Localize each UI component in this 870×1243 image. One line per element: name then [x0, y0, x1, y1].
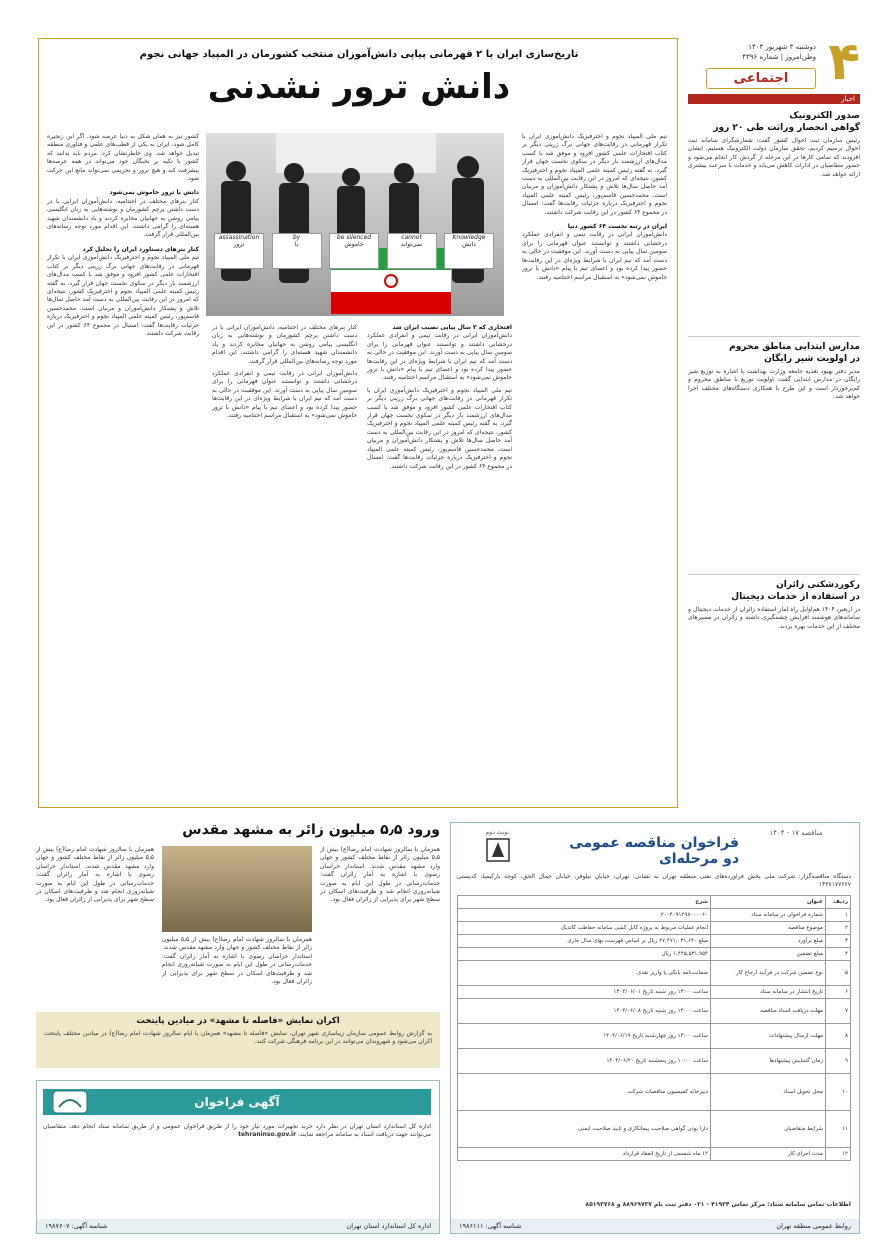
- standard-logo-icon: [51, 1089, 89, 1115]
- mashhad-body: همزمان با سالروز شهادت امام رضا(ع) بیش از ۵٫۵ میلیون زائر از نقاط مختلف کشور و جهان وارد مشهد مقدس شدند. استاندار خراسان رضوی با اشاره به آمار زائران گفت: خدمات‌رسانی در طول این ایام به صورت شبانه‌روزی انجام شد و ظرفیت‌های اسکان در سطح شهر برای پذیرایی از زائران فعال بود.: [36, 846, 154, 904]
- pilgrims-photo: [162, 846, 312, 932]
- date-line: دوشنبه ۳ شهریور ۱۴۰۴: [748, 43, 816, 51]
- table-row: ۲ موضوع مناقصه انجام عملیات مربوط به پروژه کابل کشی سامانه حفاظت کاتدیک: [458, 922, 851, 935]
- table-row: ۴ مبلغ تضمین ۱,۴۴۵,۵۳۱,۹۵۴ ریال: [458, 948, 851, 961]
- table-row: ۱ شماره فراخوان در سامانه ستاد ۲۰۰۴۰۹۱۲۹۸۰۰۰۰۶۰: [458, 909, 851, 922]
- feature-column-3: کنار بنرهای مختلف در اختتامیه، دانش‌آموزان ایرانی با در دست داشتن پرچم کشورمان و نوشته‌هایی به زبان انگلیسی پیامی روشن به جهانیان مخابره کردند و یاد دانشمندان شهید هسته‌ای را گرامی داشتند. این اقدام مورد توجه رسانه‌های بین‌المللی قرار گرفت. دانش‌آموزان ایرانی در رقابت تیمی و انفرادی عملکرد درخشانی داشتند و توانستند عنوان قهرمانی را برای سومین سال پیاپی به دست آورند. این موفقیت در حالی به دست آمد که تیم ایران با شرایط ویژه‌ای در این رقابت‌ها حضور پیدا کرده بود و اعضای تیم با پیام «دانش با ترور خاموش نمی‌شود» به استقبال مراسم اختتامیه رفتند.: [212, 324, 357, 420]
- table-row: ۵ نوع تضمین شرکت در فرآیند ارجاع کار ضمانت‌نامه بانکی یا واریز نقدی: [458, 961, 851, 986]
- protest-sign: by با: [272, 233, 322, 269]
- protest-sign: assassination ترور: [214, 233, 264, 269]
- oil-company-logo-icon: [481, 837, 515, 863]
- sidebar-item-title: رکوردشکنی زائران در استفاده از خدمات دیجیتال: [731, 580, 860, 602]
- tender-table: [457, 895, 851, 1161]
- feature-column-4: کشور نیز به همان شکل به دنیا عرضه شود. اگر این زنجیره کامل شود، ایران به یکی از قطب‌های علمی و فناوری منطقه تبدیل خواهد شد. وی خاطرنشان کرد: مردم باید بدانند که کشور با تکیه بر نخبگان خود می‌تواند در همه عرصه‌ها پیشرفت کند و هیچ ترور و تحریمی نمی‌تواند مانع این حرکت شود. دانش با ترور خاموش نمی‌شود کنار بنرهای مختلف در اختتامیه، دانش‌آموزان ایرانی با در دست داشتن پرچم کشورمان و نوشته‌هایی به زبان انگلیسی پیامی روشن به جهانیان مخابره کردند و یاد دانشمندان شهید هسته‌ای را گرامی داشتند. این اقدام مورد توجه رسانه‌های بین‌المللی قرار گرفت. کنار بنرهای دستاورد ایران را تحلیل کرد تیم ملی المپیاد نجوم و اخترفیزیک دانش‌آموزی ایران با تکرار قهرمانی در رقابت‌های جهانی برگ زرینی دیگر بر کتاب افتخارات علمی کشور افزود و موفق شد با کسب مدال‌های ارزشمند بار دیگر در سکوی نخست جهان قرار گیرد. به گفته رئیس کمیته علمی المپیاد نجوم و اخترفیزیک کشور، نتیجه‌ای که امروز در این رقابت بین‌المللی به دست آمد حاصل سال‌ها تلاش و پشتکار دانش‌آموزان و مربیان است. محمدحسین قاسم‌پور، رئیس کمیته علمی المپیاد نجوم و اخترفیزیک درباره جزئیات رقابت‌ها گفت: امسال در مجموع ۶۴ کشور در این رقابت شرکت داشتند.: [47, 133, 199, 337]
- paper-line: وطن‌امروز | شماره ۴۳۹۶: [742, 53, 816, 61]
- tender-footer-org: روابط عمومی منطقه تهران: [776, 1222, 851, 1230]
- feature-column-1: تیم ملی المپیاد نجوم و اخترفیزیک دانش‌آموزی ایران با تکرار قهرمانی در رقابت‌های جهانی برگ زرینی دیگر بر کتاب افتخارات علمی کشور افزود و موفق شد با کسب مدال‌های ارزشمند بار دیگر در سکوی نخست جهان قرار گیرد. به گفته رئیس کمیته علمی المپیاد نجوم و اخترفیزیک کشور، نتیجه‌ای که امروز در این رقابت بین‌المللی به دست آمد حاصل سال‌ها تلاش و پشتکار دانش‌آموزان و مربیان است. محمدحسین قاسم‌پور، رئیس کمیته علمی المپیاد نجوم و اخترفیزیک درباره جزئیات رقابت‌ها گفت: امسال در مجموع ۶۴ کشور در این رقابت شرکت داشتند. ایران در رتبه نخست ۶۴ کشور دنیا دانش‌آموزان ایرانی در رقابت تیمی و انفرادی عملکرد درخشانی داشتند و توانستند عنوان قهرمانی را برای سومین سال پیاپی به دست آورند. این موفقیت در حالی به دست آمد که تیم ایران با شرایط ویژه‌ای در این رقابت‌ها حضور پیدا کرده بود و اعضای تیم با پیام «دانش با ترور خاموش نمی‌شود» به استقبال مراسم اختتامیه رفتند.: [522, 133, 667, 281]
- tender-footer: اطلاعات تماس سامانه ستاد: مرکز تماس ۴۱۹۳۴ - ۰۲۱ دفتر ثبت نام ۸۸۹۶۹۷۳۷ و ۸۵۱۹۳۷۶۸: [585, 1201, 851, 1208]
- sidebar-item-body: رئیس سازمان ثبت احوال کشور گفت: شمارشگرای سامانه ثبت احوال ترسیم کردیم، تحقق سازمان دولت الکترونیک هستیم. ایشان افزودند که تمامی کارها در این مرحله از گردش کار انجام می‌شود و حضور متقاضیان در ادارات کاهش می‌یابد و خدمات با سرعت بیشتری ارائه خواهد شد.: [688, 137, 860, 178]
- protest-sign: cannot نمی‌تواند: [387, 233, 437, 269]
- tender-side-tag: نوبت دوم: [485, 829, 509, 836]
- tender-ad: [450, 822, 860, 1234]
- feature-subhead: دانش با ترور خاموش نمی‌شود: [109, 189, 199, 197]
- feature-subhead: کنار بنرهای دستاورد ایران را تحلیل کرد: [82, 245, 199, 253]
- notice-body: اداره کل استاندارد استان تهران در نظر دارد خرید تجهیزات مورد نیاز خود را از طریق فراخوان عمومی و از طریق سامانه ستاد انجام دهد. متقاضیان می‌توانند جهت دریافت اسناد به سامانه مراجعه نمایند. tehraninso.gov.ir: [43, 1123, 431, 1139]
- page-number: ۴: [828, 32, 860, 92]
- sidebar-item: [688, 336, 860, 566]
- sidebar-item-title: صدور الکترونیک گواهی انحصار وراثت طی ۲۰ روز: [713, 111, 860, 133]
- team-figures-icon: [206, 133, 504, 316]
- feature-column-2: افتخاری که ۳ سال پیاپی نصیب ایران شد دانش‌آموزان ایرانی در رقابت تیمی و انفرادی عملکرد درخشانی داشتند و توانستند عنوان قهرمانی را برای سومین سال پیاپی به دست آورند. این موفقیت در حالی به دست آمد که تیم ایران با شرایط ویژه‌ای در این رقابت‌ها حضور پیدا کرده بود و اعضای تیم با پیام «دانش با ترور خاموش نمی‌شود» به استقبال مراسم اختتامیه رفتند. تیم ملی المپیاد نجوم و اخترفیزیک دانش‌آموزی ایران با تکرار قهرمانی در رقابت‌های جهانی برگ زرینی دیگر بر کتاب افتخارات علمی کشور افزود و موفق شد با کسب مدال‌های ارزشمند بار دیگر در سکوی نخست جهان قرار گیرد. به گفته رئیس کمیته علمی المپیاد نجوم و اخترفیزیک کشور، نتیجه‌ای که امروز در این رقابت بین‌المللی به دست آمد حاصل سال‌ها تلاش و پشتکار دانش‌آموزان و مربیان است. محمدحسین قاسم‌پور، رئیس کمیته علمی المپیاد نجوم و اخترفیزیک درباره جزئیات رقابت‌ها گفت: امسال در مجموع ۶۴ کشور در این رقابت شرکت داشتند.: [367, 324, 512, 470]
- table-row: ۱۱ شرایط متقاضیان دارا بودن گواهی صلاحیت پیمانکاری و تایید صلاحیت ایمنی: [458, 1111, 851, 1148]
- team-photo: [206, 133, 504, 316]
- mashhad-body: همزمان با سالروز شهادت امام رضا(ع) بیش از ۵٫۵ میلیون زائر از نقاط مختلف کشور و جهان وارد مشهد مقدس شدند. استاندار خراسان رضوی با اشاره به آمار زائران گفت: خدمات‌رسانی در طول این ایام به صورت شبانه‌روزی انجام شد و ظرفیت‌های اسکان در سطح شهر برای پذیرایی از زائران فعال بود.: [320, 846, 440, 904]
- notice-ad: [36, 1080, 440, 1234]
- tender-number: مناقصه ۱۷ - ۱۴۰۴: [769, 829, 823, 837]
- tender-title: فراخوان مناقصه عمومی دو مرحله‌ای: [569, 835, 739, 867]
- tender-intro: دستگاه مناقصه‌گزار: شرکت ملی پخش فرآورده‌های نفتی منطقه تهران به نشانی: تهران، خیابان نیلوفر، خیابان جمال الحق، کوچه بارکیمیا، کدپستی ۱۴۳۸۱۷۷۶۶۷: [457, 873, 851, 889]
- sidebar-item-title: مدارس ابتدایی مناطق محروم در اولویت شیر رایگان: [729, 342, 860, 364]
- mashhad-headline: ورود ۵٫۵ میلیون زائر به مشهد مقدس: [182, 822, 440, 838]
- table-row: ۳ مبلغ برآورد مبلغ ۲۷,۴۷۱,۰۳۱,۶۴۰ ریال بر اساس فهرست بهای سال جاری: [458, 935, 851, 948]
- notice-footer-org: اداره کل استاندارد استان تهران: [346, 1222, 431, 1230]
- table-row: ۱۰ محل تحویل اسناد دبیرخانه کمیسیون مناقصات شرکت: [458, 1074, 851, 1111]
- news-label: اخبار: [688, 94, 860, 104]
- notice-title: آگهی فراخوان: [43, 1089, 431, 1115]
- feature-article: [38, 38, 678, 808]
- protest-sign: be silenced خاموش: [329, 233, 379, 269]
- sidebar-item: [688, 574, 860, 804]
- sidebar-item: [688, 110, 860, 332]
- table-header: ردیف: [826, 896, 851, 909]
- rerun-box: [36, 1012, 440, 1068]
- table-row: ۶ تاریخ انتشار در سامانه ستاد ساعت ۱۴:۰۰ روز شنبه تاریخ ۱۴۰۴/۰۶/۰۱: [458, 986, 851, 999]
- table-row: ۹ زمان گشایش پیشنهادها ساعت ۱۰:۰۰ روز پنجشنبه تاریخ ۱۴۰۴/۰۶/۲۰: [458, 1049, 851, 1074]
- table-row: ۸ مهلت ارسال پیشنهادات ساعت ۱۴:۰۰ روز چهارشنبه تاریخ ۱۴۰۴/۰۶/۱۹: [458, 1024, 851, 1049]
- rerun-title: اکران نمایش «فاصله تا مشهد» در میادین پایتخت: [136, 1016, 340, 1026]
- feature-subhead: ایران در رتبه نخست ۶۴ کشور دنیا: [567, 223, 667, 231]
- mashhad-body: همزمان با سالروز شهادت امام رضا(ع) بیش از ۵٫۵ میلیون زائر از نقاط مختلف کشور و جهان وارد مشهد مقدس شدند. استاندار خراسان رضوی با اشاره به آمار زائران گفت: خدمات‌رسانی در طول این ایام به صورت شبانه‌روزی انجام شد و ظرفیت‌های اسکان در سطح شهر برای پذیرایی از زائران فعال بود.: [162, 936, 312, 986]
- protest-sign: Knowledge دانش: [444, 233, 494, 269]
- mashhad-article: [36, 822, 440, 1008]
- section-label: اجتماعی: [706, 68, 816, 89]
- notice-ad-id: شناسه آگهی: ۱۹۸۷۶۰۷: [45, 1222, 108, 1230]
- table-header: شرح: [458, 896, 711, 909]
- table-header: عنوان: [711, 896, 826, 909]
- sidebar-item-body: در اربعین ۱۴۰۴ هم‌اوایل راه آمار استفاده زائران از خدمات دیجیتال و سامانه‌های هوشمند افزایش چشمگیری داشته و زائران در مسیرهای مختلف از این خدمات بهره بردند.: [688, 606, 860, 630]
- feature-headline: دانش ترور نشدنی: [207, 67, 511, 107]
- sidebar-item-body: مدیر دفتر بهبود تغذیه جامعه وزارت بهداشت با اشاره به توزیع شیر رایگان در مدارس ابتدایی گفت: اولویت توزیع با مناطق محروم و کم‌برخوردار است و این طرح با همکاری دستگاه‌های مختلف اجرا خواهد شد.: [688, 368, 860, 401]
- sidebar: [688, 32, 860, 811]
- notice-url[interactable]: tehraninso.gov.ir: [238, 1131, 297, 1139]
- feature-subhead: افتخاری که ۳ سال پیاپی نصیب ایران شد: [392, 324, 512, 331]
- feature-kicker: تاریخ‌سازی ایران با ۲ قهرمانی پیاپی دانش‌آموزان منتخب کشورمان در المپیاد جهانی نجوم: [139, 49, 579, 60]
- rerun-body: به گزارش روابط عمومی سازمان زیباسازی شهر تهران، نمایش «فاصله تا مشهد» همزمان با ایام سالروز شهادت امام رضا(ع) در میادین مختلف پایتخت اکران می‌شود و شهروندان می‌توانند در این برنامه فرهنگی شرکت کنند.: [44, 1030, 432, 1046]
- table-row: ۷ مهلت دریافت اسناد مناقصه ساعت ۱۴:۰۰ روز شنبه تاریخ ۱۴۰۴/۰۶/۰۸: [458, 999, 851, 1024]
- table-row: ۱۲ مدت اجرای کار ۱۲ ماه شمسی از تاریخ انعقاد قرارداد: [458, 1148, 851, 1161]
- tender-ad-id: شناسه آگهی: ۱۹۸۶۱۱۱: [459, 1222, 522, 1230]
